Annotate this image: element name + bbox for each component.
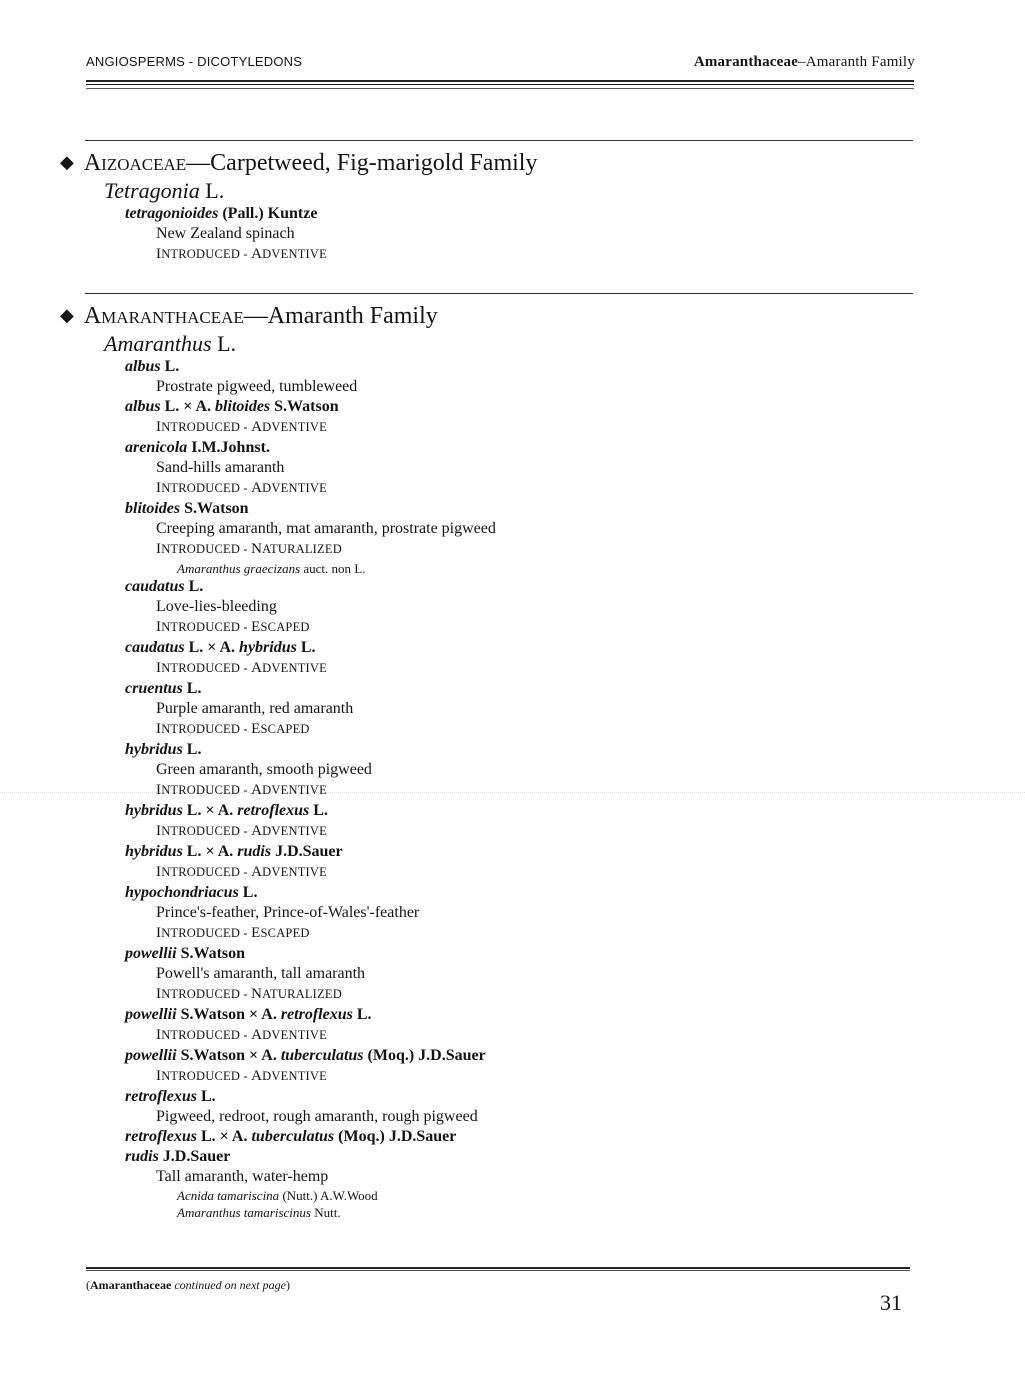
synonym-author: (Nutt.) A.W.Wood: [282, 1188, 378, 1203]
taxon-entry: [125, 679, 905, 740]
species-epithet: caudatus: [125, 639, 185, 656]
genus-name: Amaranthus: [104, 331, 212, 356]
status-label: INTRODUCED - ADVENTIVE: [156, 823, 327, 839]
common-name: Green amaranth, smooth pigweed: [156, 761, 372, 778]
family-name: Aizoaceae: [83, 150, 187, 176]
species-author: L. × A.: [188, 639, 236, 656]
genus-name: Tetragonia: [104, 178, 200, 203]
hybrid-author: L.: [356, 1006, 372, 1023]
common-name: New Zealand spinach: [156, 225, 295, 242]
status-label: INTRODUCED - ADVENTIVE: [156, 660, 327, 676]
species-epithet: hybridus: [125, 843, 183, 860]
scientific-name: [125, 499, 905, 519]
synonym-name: Acnida tamariscina: [177, 1188, 280, 1203]
hybrid-epithet: retroflexus: [280, 1006, 353, 1023]
species-author: S.Watson: [180, 945, 246, 962]
species-epithet: tetragonioides: [125, 205, 219, 222]
species-epithet: hypochondriacus: [125, 884, 239, 901]
family-heading: [60, 301, 438, 330]
species-epithet: arenicola: [125, 439, 188, 456]
taxon-entry: [125, 1087, 905, 1127]
species-author: L. × A.: [186, 843, 234, 860]
running-header: [86, 54, 915, 74]
species-epithet: retroflexus: [125, 1128, 197, 1145]
species-author: L.: [201, 1088, 216, 1105]
species-epithet: hybridus: [125, 741, 183, 758]
species-epithet: albus: [125, 398, 161, 415]
scientific-name: [125, 1046, 905, 1066]
species-author: L. × A.: [164, 398, 212, 415]
continued-family: Amaranthaceae: [90, 1278, 172, 1292]
scientific-name: [125, 944, 905, 964]
species-list: [125, 204, 905, 265]
taxon-entry: [125, 801, 905, 842]
species-author: L.: [188, 578, 204, 595]
genus-heading: [104, 331, 236, 357]
diamond-bullet-icon: ◆: [60, 305, 74, 325]
genus-heading: [104, 178, 224, 204]
status-label: INTRODUCED - NATURALIZED: [156, 986, 342, 1002]
species-epithet: powellii: [125, 1006, 177, 1023]
taxon-entry: [125, 842, 905, 883]
scientific-name: [125, 204, 905, 224]
hybrid-epithet: blitoides: [215, 398, 271, 415]
species-author: (Pall.) Kuntze: [222, 205, 318, 222]
hybrid-author: (Moq.) J.D.Sauer: [367, 1047, 486, 1064]
continued-text: continued on next page: [174, 1278, 286, 1292]
scientific-name: [125, 842, 905, 862]
status-label: INTRODUCED - NATURALIZED: [156, 541, 342, 557]
scientific-name: [125, 438, 905, 458]
common-name: Sand-hills amaranth: [156, 459, 285, 476]
hybrid-epithet: tuberculatus: [251, 1128, 335, 1145]
header-rule: [86, 80, 914, 85]
scientific-name: [125, 883, 905, 903]
scientific-name: [125, 801, 905, 821]
species-list: [125, 357, 905, 1221]
common-name: Love-lies-bleeding: [156, 598, 277, 615]
species-author: I.M.Johnst.: [191, 439, 270, 456]
species-epithet: powellii: [125, 1047, 177, 1064]
species-epithet: retroflexus: [125, 1088, 197, 1105]
hybrid-author: L.: [313, 802, 328, 819]
genus-author: L.: [205, 178, 225, 203]
status-label: INTRODUCED - ADVENTIVE: [156, 864, 327, 880]
taxon-entry: [125, 638, 905, 679]
scientific-name: [125, 1087, 905, 1107]
taxon-entry: [125, 204, 905, 265]
scientific-name: [125, 1005, 905, 1025]
synonym: [177, 1187, 905, 1204]
status-label: INTRODUCED - ADVENTIVE: [156, 246, 327, 262]
species-author: L.: [186, 741, 202, 758]
header-right-family: Amaranthaceae: [693, 54, 799, 70]
taxon-entry: [125, 1127, 905, 1147]
status-label: INTRODUCED - ADVENTIVE: [156, 1027, 327, 1043]
synonym-author: Nutt.: [314, 1205, 341, 1220]
status-label: INTRODUCED - ESCAPED: [156, 721, 310, 737]
scientific-name: [125, 638, 905, 658]
status-label: INTRODUCED - ADVENTIVE: [156, 480, 327, 496]
synonym-author: auct. non L.: [303, 561, 366, 576]
scientific-name: [125, 397, 905, 417]
species-epithet: powellii: [125, 945, 177, 962]
taxon-entry: [125, 1005, 905, 1046]
family-name: Amaranthaceae: [83, 303, 244, 329]
synonym: [177, 1204, 905, 1221]
continued-note: (Amaranthaceae continued on next page): [86, 1278, 290, 1292]
common-name: Tall amaranth, water-hemp: [156, 1168, 329, 1185]
page-number: 31: [880, 1290, 902, 1315]
hybrid-author: S.Watson: [274, 398, 339, 415]
common-name: Powell's amaranth, tall amaranth: [156, 965, 366, 982]
species-author: L.: [242, 884, 258, 901]
species-author: L.: [186, 680, 202, 697]
scientific-name: [125, 679, 905, 699]
species-epithet: cruentus: [125, 680, 183, 697]
scientific-name: [125, 1147, 905, 1167]
hybrid-epithet: hybridus: [239, 639, 297, 656]
synonym-name: Amaranthus graecizans: [177, 561, 301, 576]
species-author: L.: [164, 358, 180, 375]
species-epithet: rudis: [125, 1148, 159, 1165]
species-author: L. × A.: [201, 1128, 248, 1145]
common-name: Prince's-feather, Prince-of-Wales'-feather: [156, 904, 420, 921]
taxon-entry: [125, 397, 905, 438]
synonym-name: Amaranthus tamariscinus: [177, 1205, 311, 1220]
species-author: L. × A.: [186, 802, 234, 819]
status-label: INTRODUCED - ESCAPED: [156, 925, 310, 941]
header-right: [694, 54, 915, 71]
scientific-name: [125, 577, 905, 597]
header-left: ANGIOSPERMS - DICOTYLEDONS: [86, 54, 303, 69]
taxon-entry: [125, 438, 905, 499]
common-name: Pigweed, redroot, rough amaranth, rough pigweed: [156, 1108, 478, 1125]
hybrid-epithet: tuberculatus: [280, 1047, 364, 1064]
taxon-entry: [125, 740, 905, 801]
family-common-name: —Carpetweed, Fig-marigold Family: [186, 150, 538, 176]
taxon-entry: [125, 577, 905, 638]
species-author: S.Watson × A.: [180, 1006, 277, 1023]
taxon-entry: [125, 944, 905, 1005]
species-epithet: blitoides: [125, 500, 181, 517]
status-label: INTRODUCED - ADVENTIVE: [156, 1068, 327, 1084]
family-heading: [60, 148, 537, 177]
scientific-name: [125, 357, 905, 377]
species-author: J.D.Sauer: [162, 1148, 231, 1165]
status-label: INTRODUCED - ESCAPED: [156, 619, 310, 635]
species-author: S.Watson × A.: [180, 1047, 277, 1064]
taxon-entry: [125, 499, 905, 577]
taxon-entry: [125, 1046, 905, 1087]
hybrid-author: (Moq.) J.D.Sauer: [338, 1128, 457, 1145]
hybrid-epithet: retroflexus: [237, 802, 310, 819]
species-author: S.Watson: [184, 500, 249, 517]
hybrid-author: J.D.Sauer: [275, 843, 343, 860]
status-label: INTRODUCED - ADVENTIVE: [156, 419, 327, 435]
common-name: Purple amaranth, red amaranth: [156, 700, 354, 717]
species-epithet: caudatus: [125, 578, 185, 595]
scientific-name: [125, 1127, 905, 1147]
species-epithet: hybridus: [125, 802, 183, 819]
taxon-entry: [125, 1147, 905, 1221]
species-epithet: albus: [125, 358, 161, 375]
genus-author: L.: [217, 331, 237, 356]
taxon-entry: [125, 357, 905, 397]
hybrid-author: L.: [300, 639, 316, 656]
synonym: [177, 560, 905, 577]
family-common-name: —Amaranth Family: [243, 303, 438, 329]
status-label: INTRODUCED - ADVENTIVE: [156, 782, 327, 798]
scientific-name: [125, 740, 905, 760]
common-name: Creeping amaranth, mat amaranth, prostrate pigweed: [156, 520, 496, 537]
header-right-common: –Amaranth Family: [798, 54, 915, 70]
section-rule: [85, 140, 913, 141]
hybrid-epithet: rudis: [237, 843, 272, 860]
footer-rule: [86, 1267, 910, 1271]
common-name: Prostrate pigweed, tumbleweed: [156, 378, 358, 395]
taxon-entry: [125, 883, 905, 944]
section-rule: [85, 293, 913, 294]
diamond-bullet-icon: ◆: [60, 152, 74, 172]
